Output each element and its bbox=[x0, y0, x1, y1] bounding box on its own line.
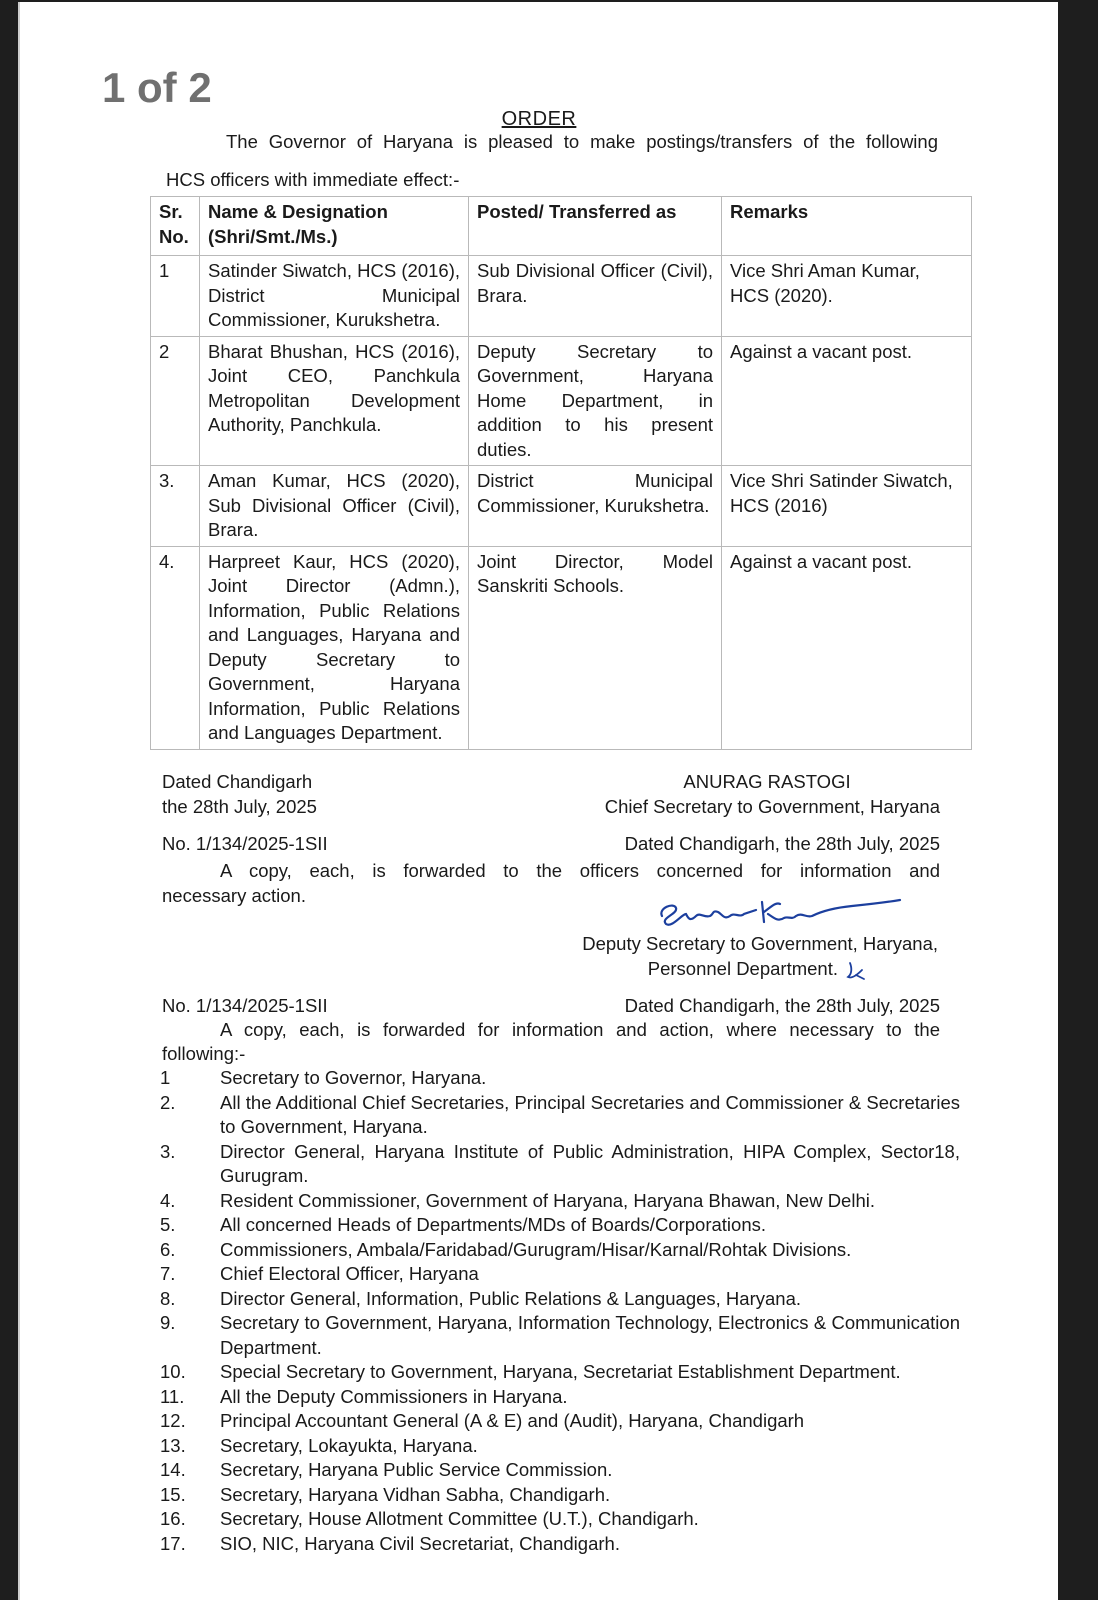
list-item bbox=[160, 1311, 960, 1360]
list-item-text: Director General, Information, Public Relations & Languages, Haryana. bbox=[220, 1287, 801, 1309]
list-item-text: All the Deputy Commissioners in Haryana. bbox=[220, 1385, 568, 1407]
table-row bbox=[151, 546, 972, 749]
memo1-date: Dated Chandigarh, the 28th July, 2025 bbox=[624, 833, 940, 854]
list-item bbox=[160, 1189, 960, 1214]
row-name: Harpreet Kaur, HCS (2020), Joint Director (Admn.), Information, Public Relations and Languages, Haryana and Deputy Secretary to Government, Haryana Information, Public Relations and Languages Department. bbox=[200, 546, 469, 749]
list-item-number: 14. bbox=[160, 1459, 186, 1480]
list-item bbox=[160, 1385, 960, 1410]
list-item-text: Secretary to Governor, Haryana. bbox=[220, 1067, 487, 1088]
list-item-text: Chief Electoral Officer, Haryana bbox=[220, 1263, 479, 1284]
header-posted: Posted/ Transferred as bbox=[469, 197, 722, 256]
list-item bbox=[160, 1262, 960, 1287]
intro-line-2: HCS officers with immediate effect:- bbox=[166, 169, 460, 190]
list-item-number: 11. bbox=[160, 1385, 185, 1407]
order-title: ORDER bbox=[501, 108, 577, 130]
list-item bbox=[160, 1140, 960, 1189]
transfers-table bbox=[150, 196, 972, 750]
list-item-number: 10. bbox=[160, 1361, 186, 1382]
list-item-text: Director General, Haryana Institute of Public Administration, HIPA Complex, Sector18, Gurugram. bbox=[220, 1140, 960, 1186]
list-item bbox=[160, 1532, 960, 1557]
intro-line-1: The Governor of Haryana is pleased to make postings/transfers of the following bbox=[226, 131, 938, 152]
list-item-number: 15. bbox=[160, 1483, 186, 1505]
initials-mark bbox=[844, 960, 868, 982]
signature-image bbox=[652, 888, 912, 938]
list-item-text: SIO, NIC, Haryana Civil Secretariat, Chandigarh. bbox=[220, 1532, 620, 1554]
list-item bbox=[160, 1238, 960, 1263]
memo1-text-line-1: A copy, each, is forwarded to the officers concerned for information and bbox=[220, 860, 940, 881]
row-posted: Joint Director, Model Sanskriti Schools. bbox=[469, 546, 722, 749]
page-counter: 1 of 2 bbox=[102, 64, 212, 111]
signatory-title: Chief Secretary to Government, Haryana bbox=[604, 796, 940, 817]
row-name: Aman Kumar, HCS (2020), Sub Divisional Officer (Civil), Brara. bbox=[200, 466, 469, 547]
list-item-number: 17. bbox=[160, 1532, 186, 1554]
header-name: Name & Designation (Shri/Smt./Ms.) bbox=[200, 197, 469, 256]
list-item bbox=[160, 1458, 960, 1483]
list-item bbox=[160, 1409, 960, 1434]
row-remarks: Against a vacant post. bbox=[722, 336, 972, 466]
list-item-text: Principal Accountant General (A & E) and (Audit), Haryana, Chandigarh bbox=[220, 1410, 805, 1431]
signatory-name: ANURAG RASTOGI bbox=[683, 771, 851, 792]
list-item bbox=[160, 1213, 960, 1238]
list-item-number: 5. bbox=[160, 1214, 176, 1235]
list-item-number: 1 bbox=[160, 1067, 171, 1088]
table-row bbox=[151, 336, 972, 466]
recipients-list bbox=[160, 1066, 960, 1556]
list-item-number: 6. bbox=[160, 1238, 176, 1260]
list-item bbox=[160, 1066, 960, 1091]
list-item-text: Secretary, Haryana Vidhan Sabha, Chandigarh. bbox=[220, 1483, 611, 1505]
list-item-number: 4. bbox=[160, 1189, 176, 1211]
list-item-text: Secretary, Lokayukta, Haryana. bbox=[220, 1434, 478, 1456]
dated-place: Dated Chandigarh bbox=[162, 771, 313, 792]
list-item-text: Secretary, House Allotment Committee (U.T.), Chandigarh. bbox=[220, 1508, 699, 1529]
memo2-text-line-1: A copy, each, is forwarded for information and action, where necessary to the bbox=[220, 1019, 940, 1040]
list-item bbox=[160, 1507, 960, 1532]
list-item-text: Resident Commissioner, Government of Haryana, Haryana Bhawan, New Delhi. bbox=[220, 1189, 875, 1211]
memo2-number: No. 1/134/2025-1SII bbox=[162, 995, 328, 1016]
memo2-text-line-2: following:- bbox=[162, 1043, 246, 1064]
list-item bbox=[160, 1360, 960, 1385]
dated-date: the 28th July, 2025 bbox=[162, 796, 317, 817]
memo2-date: Dated Chandigarh, the 28th July, 2025 bbox=[624, 995, 940, 1016]
row-sr: 3. bbox=[151, 466, 200, 547]
row-remarks: Against a vacant post. bbox=[722, 546, 972, 749]
list-item-number: 12. bbox=[160, 1410, 186, 1431]
list-item bbox=[160, 1287, 960, 1312]
list-item-text: Special Secretary to Government, Haryana, Secretariat Establishment Department. bbox=[220, 1361, 901, 1382]
list-item-text: All the Additional Chief Secretaries, Principal Secretaries and Commissioner & Secretaries to Government, Haryana. bbox=[220, 1091, 960, 1137]
row-sr: 1 bbox=[151, 256, 200, 337]
memo1-text-line-2: necessary action. bbox=[162, 885, 306, 906]
row-posted: Sub Divisional Officer (Civil), Brara. bbox=[469, 256, 722, 337]
deputy-title-1: Deputy Secretary to Government, Haryana, bbox=[582, 933, 938, 954]
list-item-number: 2. bbox=[160, 1091, 176, 1113]
row-name: Satinder Siwatch, HCS (2016), District Municipal Commissioner, Kurukshetra. bbox=[200, 256, 469, 337]
row-sr: 2 bbox=[151, 336, 200, 466]
list-item-number: 9. bbox=[160, 1312, 176, 1333]
list-item-number: 7. bbox=[160, 1263, 176, 1284]
list-item bbox=[160, 1091, 960, 1140]
list-item-number: 13. bbox=[160, 1434, 186, 1456]
row-name: Bharat Bhushan, HCS (2016), Joint CEO, Panchkula Metropolitan Development Authority, Panchkula. bbox=[200, 336, 469, 466]
list-item-text: All concerned Heads of Departments/MDs of Boards/Corporations. bbox=[220, 1214, 767, 1235]
list-item-text: Commissioners, Ambala/Faridabad/Gurugram/Hisar/Karnal/Rohtak Divisions. bbox=[220, 1238, 852, 1260]
list-item-number: 3. bbox=[160, 1140, 176, 1162]
row-remarks: Vice Shri Satinder Siwatch, HCS (2016) bbox=[722, 466, 972, 547]
row-sr: 4. bbox=[151, 546, 200, 749]
table-row bbox=[151, 256, 972, 337]
list-item-text: Secretary, Haryana Public Service Commission. bbox=[220, 1459, 613, 1480]
table-row bbox=[151, 466, 972, 547]
table-header-row bbox=[151, 197, 972, 256]
row-remarks: Vice Shri Aman Kumar, HCS (2020). bbox=[722, 256, 972, 337]
header-sr: Sr. No. bbox=[151, 197, 200, 256]
list-item-number: 16. bbox=[160, 1508, 186, 1529]
header-remarks: Remarks bbox=[722, 197, 972, 256]
memo1-number: No. 1/134/2025-1SII bbox=[162, 833, 328, 854]
list-item bbox=[160, 1483, 960, 1508]
document-page bbox=[18, 2, 1058, 1600]
list-item-number: 8. bbox=[160, 1287, 176, 1309]
list-item-text: Secretary to Government, Haryana, Information Technology, Electronics & Communication Department. bbox=[220, 1312, 960, 1358]
deputy-title-2: Personnel Department. bbox=[647, 958, 838, 979]
row-posted: District Municipal Commissioner, Kurukshetra. bbox=[469, 466, 722, 547]
row-posted: Deputy Secretary to Government, Haryana Home Department, in addition to his present duties. bbox=[469, 336, 722, 466]
list-item bbox=[160, 1434, 960, 1459]
